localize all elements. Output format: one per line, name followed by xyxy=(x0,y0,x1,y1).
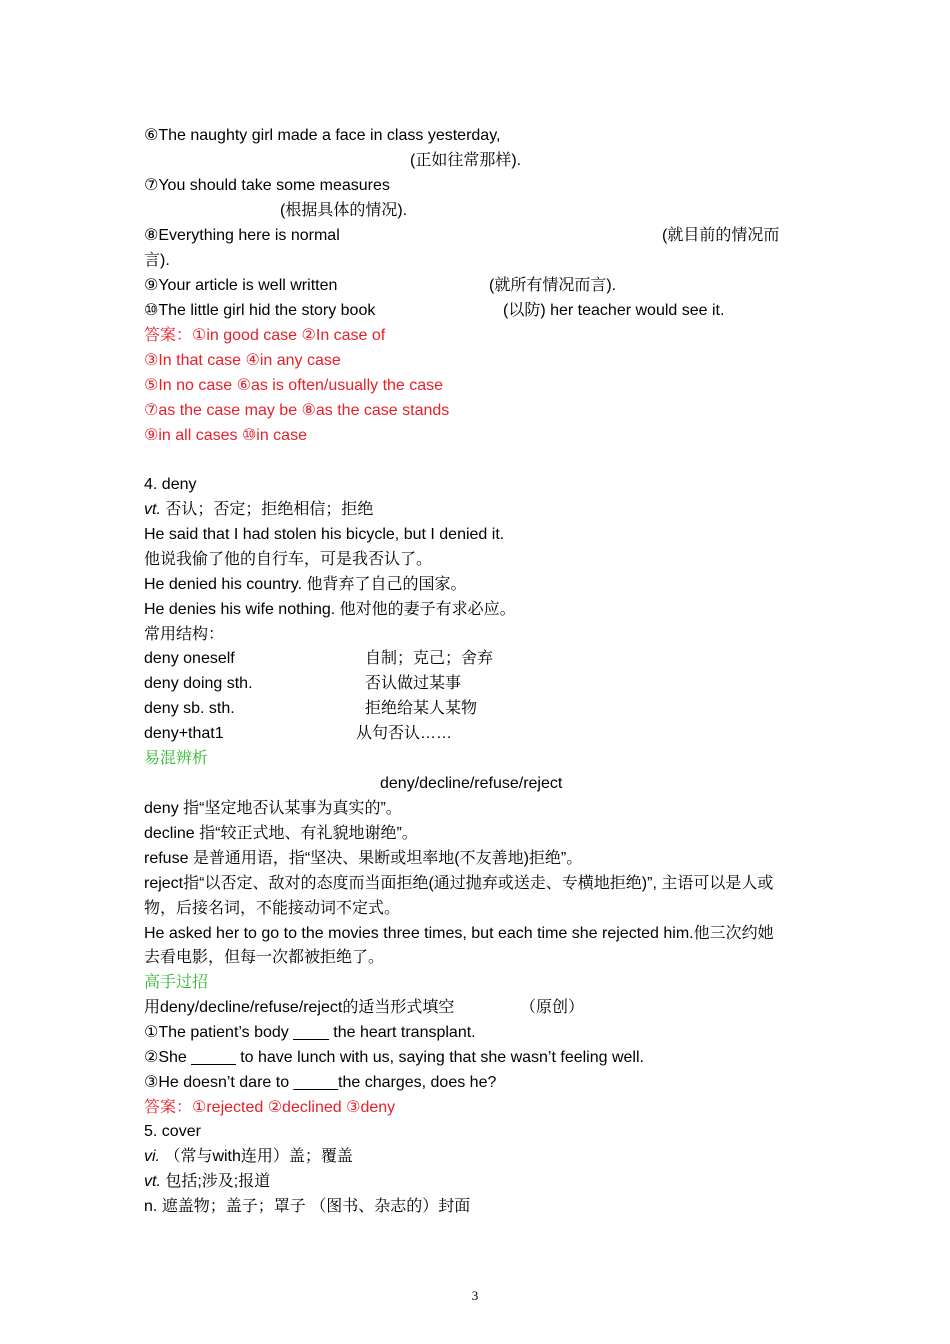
definition-reject-continued: 物，后接名词，不能接动词不定式。 xyxy=(144,900,401,917)
definition-line xyxy=(144,1171,270,1193)
part-of-speech: vi. xyxy=(144,1148,160,1165)
definition-deny: deny 指“坚定地否认某事为真实的”。 xyxy=(144,800,402,817)
example-sentence: He denied his country. 他背弃了自己的国家。 xyxy=(144,576,467,593)
definition-decline: decline 指“较正式地、有礼貌地谢绝”。 xyxy=(144,825,418,842)
practice-source: （原创） xyxy=(520,999,585,1016)
part-of-speech: vt. xyxy=(144,1173,161,1190)
confusion-label: 易混辨析 xyxy=(144,750,209,767)
practice-question: ①The patient’s body ____ the heart transplant. xyxy=(144,1024,476,1041)
answer-line: 答案：①in good case ②In case of xyxy=(144,327,386,344)
part-of-speech: vt. xyxy=(144,501,161,518)
structures-label: 常用结构： xyxy=(144,626,225,643)
question-10: ⑩The little girl hid the story book xyxy=(144,302,376,319)
definition-reject: reject指“以否定、敌对的态度而当面拒绝(通过抛弃或送走、专横地拒绝)”, 主语可以是人或 xyxy=(144,875,774,892)
structure-meaning: 否认做过某事 xyxy=(365,675,462,692)
question-7-hint: (根据具体的情况). xyxy=(280,202,408,219)
structure-phrase: deny sb. sth. xyxy=(144,700,235,717)
question-10-hint: (以防) her teacher would see it. xyxy=(503,302,725,319)
question-7: ⑦You should take some measures xyxy=(144,177,390,194)
question-9: ⑨Your article is well written xyxy=(144,277,338,294)
question-6: ⑥The naughty girl made a face in class yesterday, xyxy=(144,127,501,144)
definition-text: 否认；否定；拒绝相信；拒绝 xyxy=(160,501,374,518)
definition-line: n. 遮盖物；盖子；罩子 （图书、杂志的）封面 xyxy=(144,1198,471,1215)
answer-line: ⑦as the case may be ⑧as the case stands xyxy=(144,402,450,419)
definition-text: （常与with连用）盖；覆盖 xyxy=(160,1148,353,1165)
structure-phrase: deny doing sth. xyxy=(144,675,253,692)
question-9-hint: (就所有情况而言). xyxy=(489,277,617,294)
practice-question: ③He doesn’t dare to _____the charges, does he? xyxy=(144,1074,497,1091)
definition-text: 包括;涉及;报道 xyxy=(160,1173,271,1190)
answer-line: ⑤In no case ⑥as is often/usually the case xyxy=(144,377,444,394)
definition-line xyxy=(144,499,373,521)
definition-line xyxy=(144,1146,353,1168)
structure-meaning: 拒绝给某人某物 xyxy=(365,700,478,717)
example-sentence: He denies his wife nothing. 他对他的妻子有求必应。 xyxy=(144,601,516,618)
example-translation: 他说我偷了他的自行车，可是我否认了。 xyxy=(144,551,433,568)
answer-line: ③In that case ④in any case xyxy=(144,352,341,369)
page-number: 3 xyxy=(471,1288,479,1303)
confusion-title: deny/decline/refuse/reject xyxy=(380,775,563,792)
example-sentence: He asked her to go to the movies three times, but each time she rejected him.他三次约她 xyxy=(144,925,774,942)
section-heading: 4. deny xyxy=(144,476,197,493)
structure-phrase: deny oneself xyxy=(144,650,235,667)
example-sentence: He said that I had stolen his bicycle, but I denied it. xyxy=(144,526,505,543)
practice-label: 高手过招 xyxy=(144,974,209,991)
practice-answer: 答案：①rejected ②declined ③deny xyxy=(144,1099,396,1116)
question-8-continuation: 言). xyxy=(144,252,170,269)
definition-refuse: refuse 是普通用语，指“坚决、果断或坦率地(不友善地)拒绝”。 xyxy=(144,850,583,867)
question-8-hint: (就目前的情况而 xyxy=(662,227,780,244)
section-heading: 5. cover xyxy=(144,1123,201,1140)
practice-question: ②She _____ to have lunch with us, saying that she wasn’t feeling well. xyxy=(144,1049,644,1066)
practice-instructions: 用deny/decline/refuse/reject的适当形式填空 xyxy=(144,999,455,1016)
question-8: ⑧Everything here is normal xyxy=(144,227,340,244)
question-6-hint: (正如往常那样). xyxy=(410,152,522,169)
structure-phrase: deny+that1 xyxy=(144,725,224,742)
structure-meaning: 从句否认…… xyxy=(356,725,453,742)
example-sentence-continued: 去看电影，但每一次都被拒绝了。 xyxy=(144,949,385,966)
structure-meaning: 自制；克己；舍弃 xyxy=(365,650,494,667)
answer-line: ⑨in all cases ⑩in case xyxy=(144,427,307,444)
